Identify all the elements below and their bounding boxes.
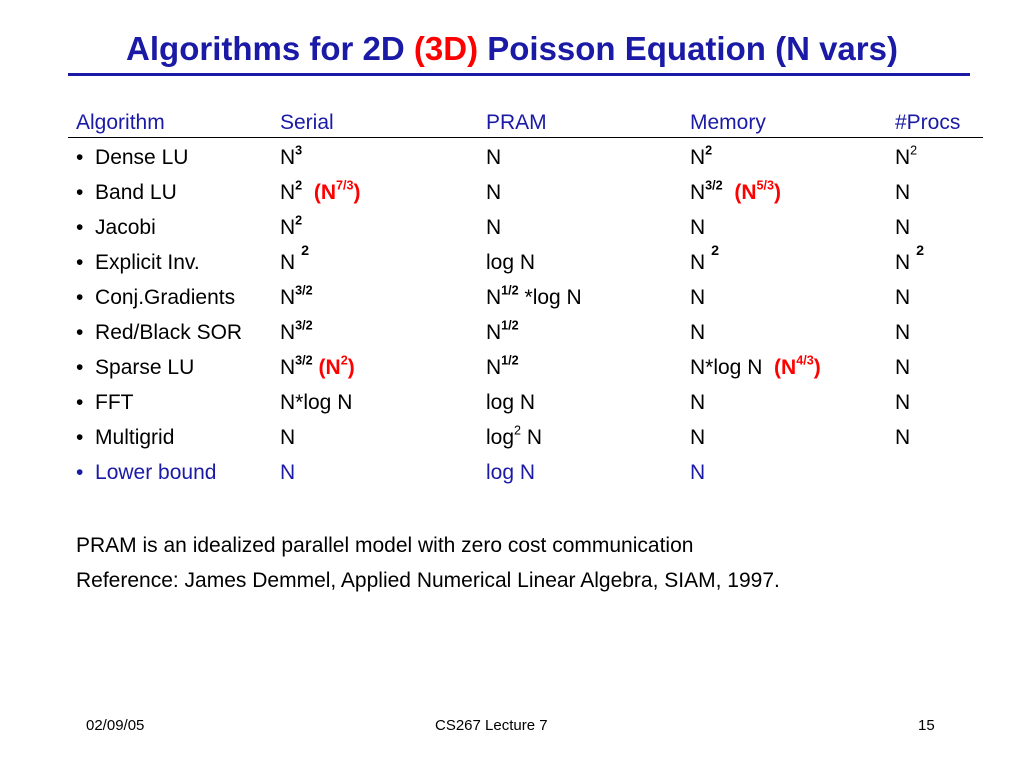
row-conj-gradients-algorithm: • Conj.Gradients — [76, 286, 236, 309]
row-red-black-sor-pram: $N^{1/2}$ — [486, 318, 519, 344]
pram-note: PRAM is an idealized parallel model with zero cost communication — [76, 534, 694, 557]
reference-note: Reference: James Demmel, Applied Numerical Linear Algebra, SIAM, 1997. — [76, 569, 780, 592]
footer-page-number: 15 — [918, 717, 935, 734]
row-conj-gradients-memory: N — [690, 286, 706, 309]
row-lower-bound-algorithm: • Lower bound — [76, 461, 217, 484]
row-red-black-sor-algorithm: • Red/Black SOR — [76, 321, 243, 344]
row-band-lu-algorithm: • Band LU — [76, 181, 177, 204]
row-multigrid-algorithm: • Multigrid — [76, 426, 175, 449]
row-sparse-lu-procs: N — [895, 356, 911, 379]
row-fft-pram: log N — [486, 391, 536, 414]
header-procs: #Procs — [895, 111, 961, 134]
row-conj-gradients-pram: $N^{1/2}$ *log N — [486, 283, 582, 309]
row-explicit-inv-serial: N $^2$ — [280, 243, 310, 274]
row-dense-lu-serial: $N^3$ — [280, 143, 303, 169]
row-explicit-inv-pram: log N — [486, 251, 536, 274]
row-jacobi-serial: $N^2$ — [280, 213, 303, 239]
row-conj-gradients-procs: N — [895, 286, 911, 309]
title-part-poisson: Poisson Equation (N vars) — [478, 30, 898, 67]
header-memory: Memory — [690, 111, 766, 134]
row-sparse-lu-pram: $N^{1/2}$ — [486, 353, 519, 379]
row-band-lu-pram: N — [486, 181, 502, 204]
header-pram: PRAM — [486, 111, 547, 134]
header-algorithm: Algorithm — [76, 111, 165, 134]
row-jacobi-memory: N — [690, 216, 706, 239]
title-part-2d: Algorithms for 2D — [126, 30, 414, 67]
title-part-3d: (3D) — [413, 30, 479, 67]
row-fft-serial: N*log N — [280, 391, 353, 414]
row-multigrid-serial: N — [280, 426, 296, 449]
row-lower-bound-serial: N — [280, 461, 296, 484]
row-fft-algorithm: • FFT — [76, 391, 134, 414]
bullet: • — [76, 146, 84, 169]
row-jacobi-procs: N — [895, 216, 911, 239]
row-band-lu-memory: $N^{3/2}$ $(N^{5/3})$ — [690, 178, 782, 204]
footer-date: 02/09/05 — [86, 717, 145, 734]
row-sparse-lu-serial: $N^{3/2}$ $(N^2)$ — [280, 353, 355, 379]
row-lower-bound-memory: N — [690, 461, 706, 484]
row-fft-procs: N — [895, 391, 911, 414]
row-multigrid-procs: N — [895, 426, 911, 449]
row-lower-bound-pram: log N — [486, 461, 536, 484]
algorithm-name: Dense LU — [95, 146, 189, 169]
row-jacobi-algorithm: • Jacobi — [76, 216, 156, 239]
row-dense-lu-algorithm — [76, 145, 188, 171]
row-dense-lu-pram: N — [486, 146, 502, 169]
row-explicit-inv-memory: N $^2$ — [690, 243, 720, 274]
row-explicit-inv-algorithm: • Explicit Inv. — [76, 251, 200, 274]
header-serial: Serial — [280, 111, 334, 134]
row-band-lu-serial: $N^2$ $(N^{7/3})$ — [280, 178, 361, 204]
row-dense-lu-procs: $N^2$ — [895, 143, 918, 169]
row-multigrid-pram: $\log^2 N$ — [486, 423, 543, 449]
row-jacobi-pram: N — [486, 216, 502, 239]
row-conj-gradients-serial: $N^{3/2}$ — [280, 283, 313, 309]
slide-title — [0, 30, 1024, 68]
row-dense-lu-memory: $N^2$ — [690, 143, 713, 169]
row-explicit-inv-procs: N $^2$ — [895, 243, 925, 274]
row-sparse-lu-memory: N*log N $(N^{4/3})$ — [690, 353, 821, 379]
row-multigrid-memory: N — [690, 426, 706, 449]
row-fft-memory: N — [690, 391, 706, 414]
row-sparse-lu-algorithm: • Sparse LU — [76, 356, 195, 379]
title-underline — [68, 73, 970, 76]
row-band-lu-procs: N — [895, 181, 911, 204]
footer-course: CS267 Lecture 7 — [435, 717, 548, 734]
header-rule — [68, 137, 983, 138]
row-red-black-sor-procs: N — [895, 321, 911, 344]
row-red-black-sor-serial: $N^{3/2}$ — [280, 318, 313, 344]
row-red-black-sor-memory: N — [690, 321, 706, 344]
